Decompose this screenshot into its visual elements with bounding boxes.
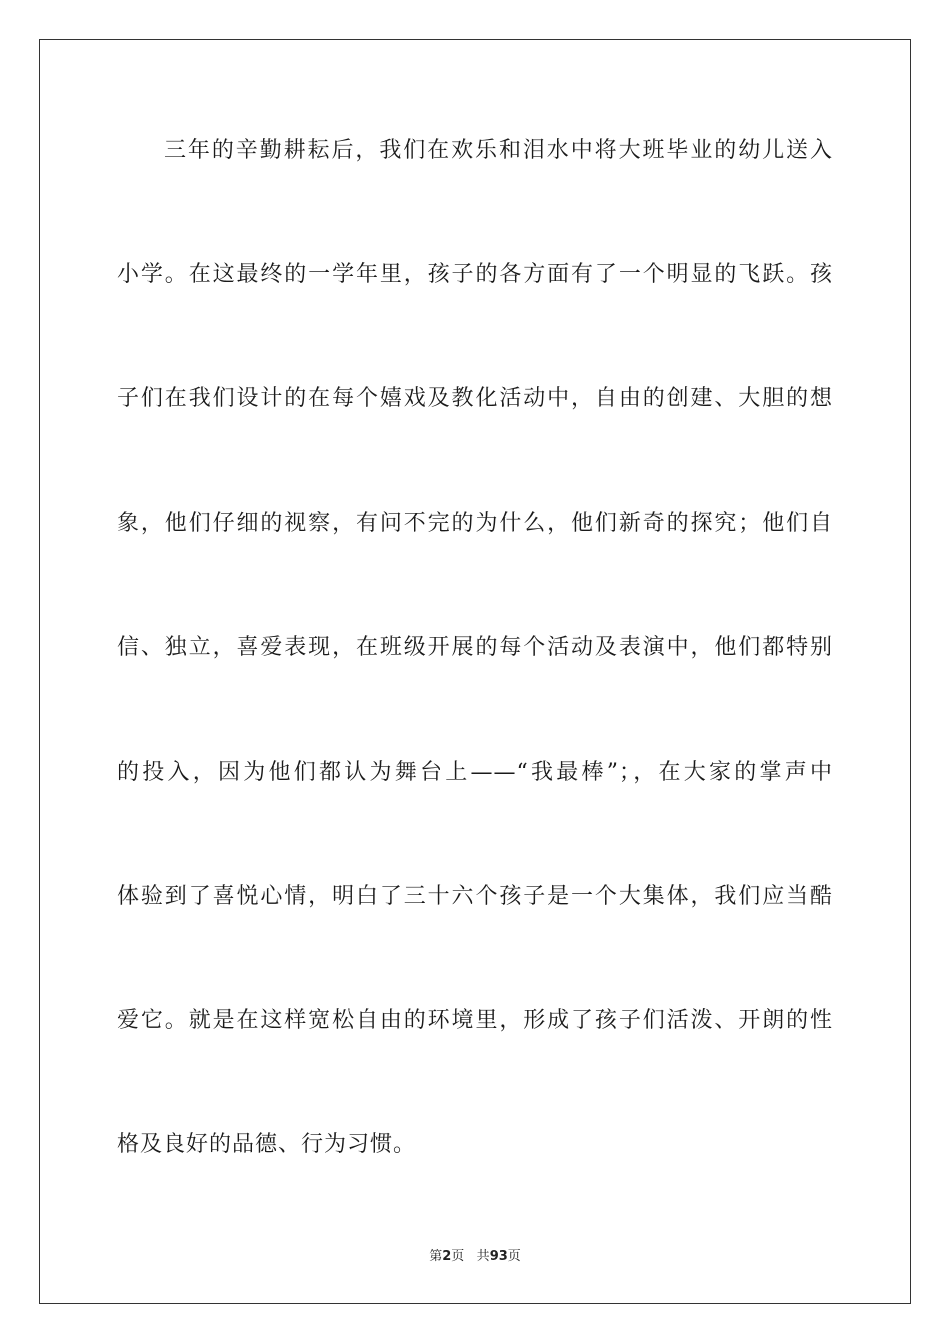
total-pages: 93 <box>489 1249 508 1264</box>
paragraph-line-8: 爱它。就是在这样宽松自由的环境里，形成了孩子们活泼、开朗的性 <box>117 1008 833 1033</box>
page-border <box>39 39 911 1304</box>
page-prefix: 第 <box>429 1249 443 1264</box>
total-suffix: 页 <box>507 1249 521 1264</box>
paragraph-line-9: 格及良好的品德、行为习惯。 <box>117 1132 417 1157</box>
page-suffix: 页 <box>451 1249 465 1264</box>
paragraph-line-4: 象，他们仔细的视察，有问不完的为什么，他们新奇的探究；他们自 <box>117 511 833 536</box>
paragraph-line-3: 子们在我们设计的在每个嬉戏及教化活动中，自由的创建、大胆的想 <box>117 386 833 411</box>
paragraph-line-7: 体验到了喜悦心情，明白了三十六个孩子是一个大集体，我们应当酷 <box>117 884 833 909</box>
page-number: 2 <box>442 1249 452 1264</box>
paragraph-line-1: 三年的辛勤耕耘后，我们在欢乐和泪水中将大班毕业的幼儿送入 <box>164 138 833 163</box>
paragraph-line-6: 的投入，因为他们都认为舞台上——“我最棒”；，在大家的掌声中 <box>117 760 833 785</box>
page-footer <box>0 1248 950 1266</box>
paragraph-line-5: 信、独立，喜爱表现，在班级开展的每个活动及表演中，他们都特别 <box>117 635 833 660</box>
paragraph-line-2: 小学。在这最终的一学年里，孩子的各方面有了一个明显的飞跃。孩 <box>117 262 833 287</box>
total-prefix: 共 <box>476 1249 490 1264</box>
